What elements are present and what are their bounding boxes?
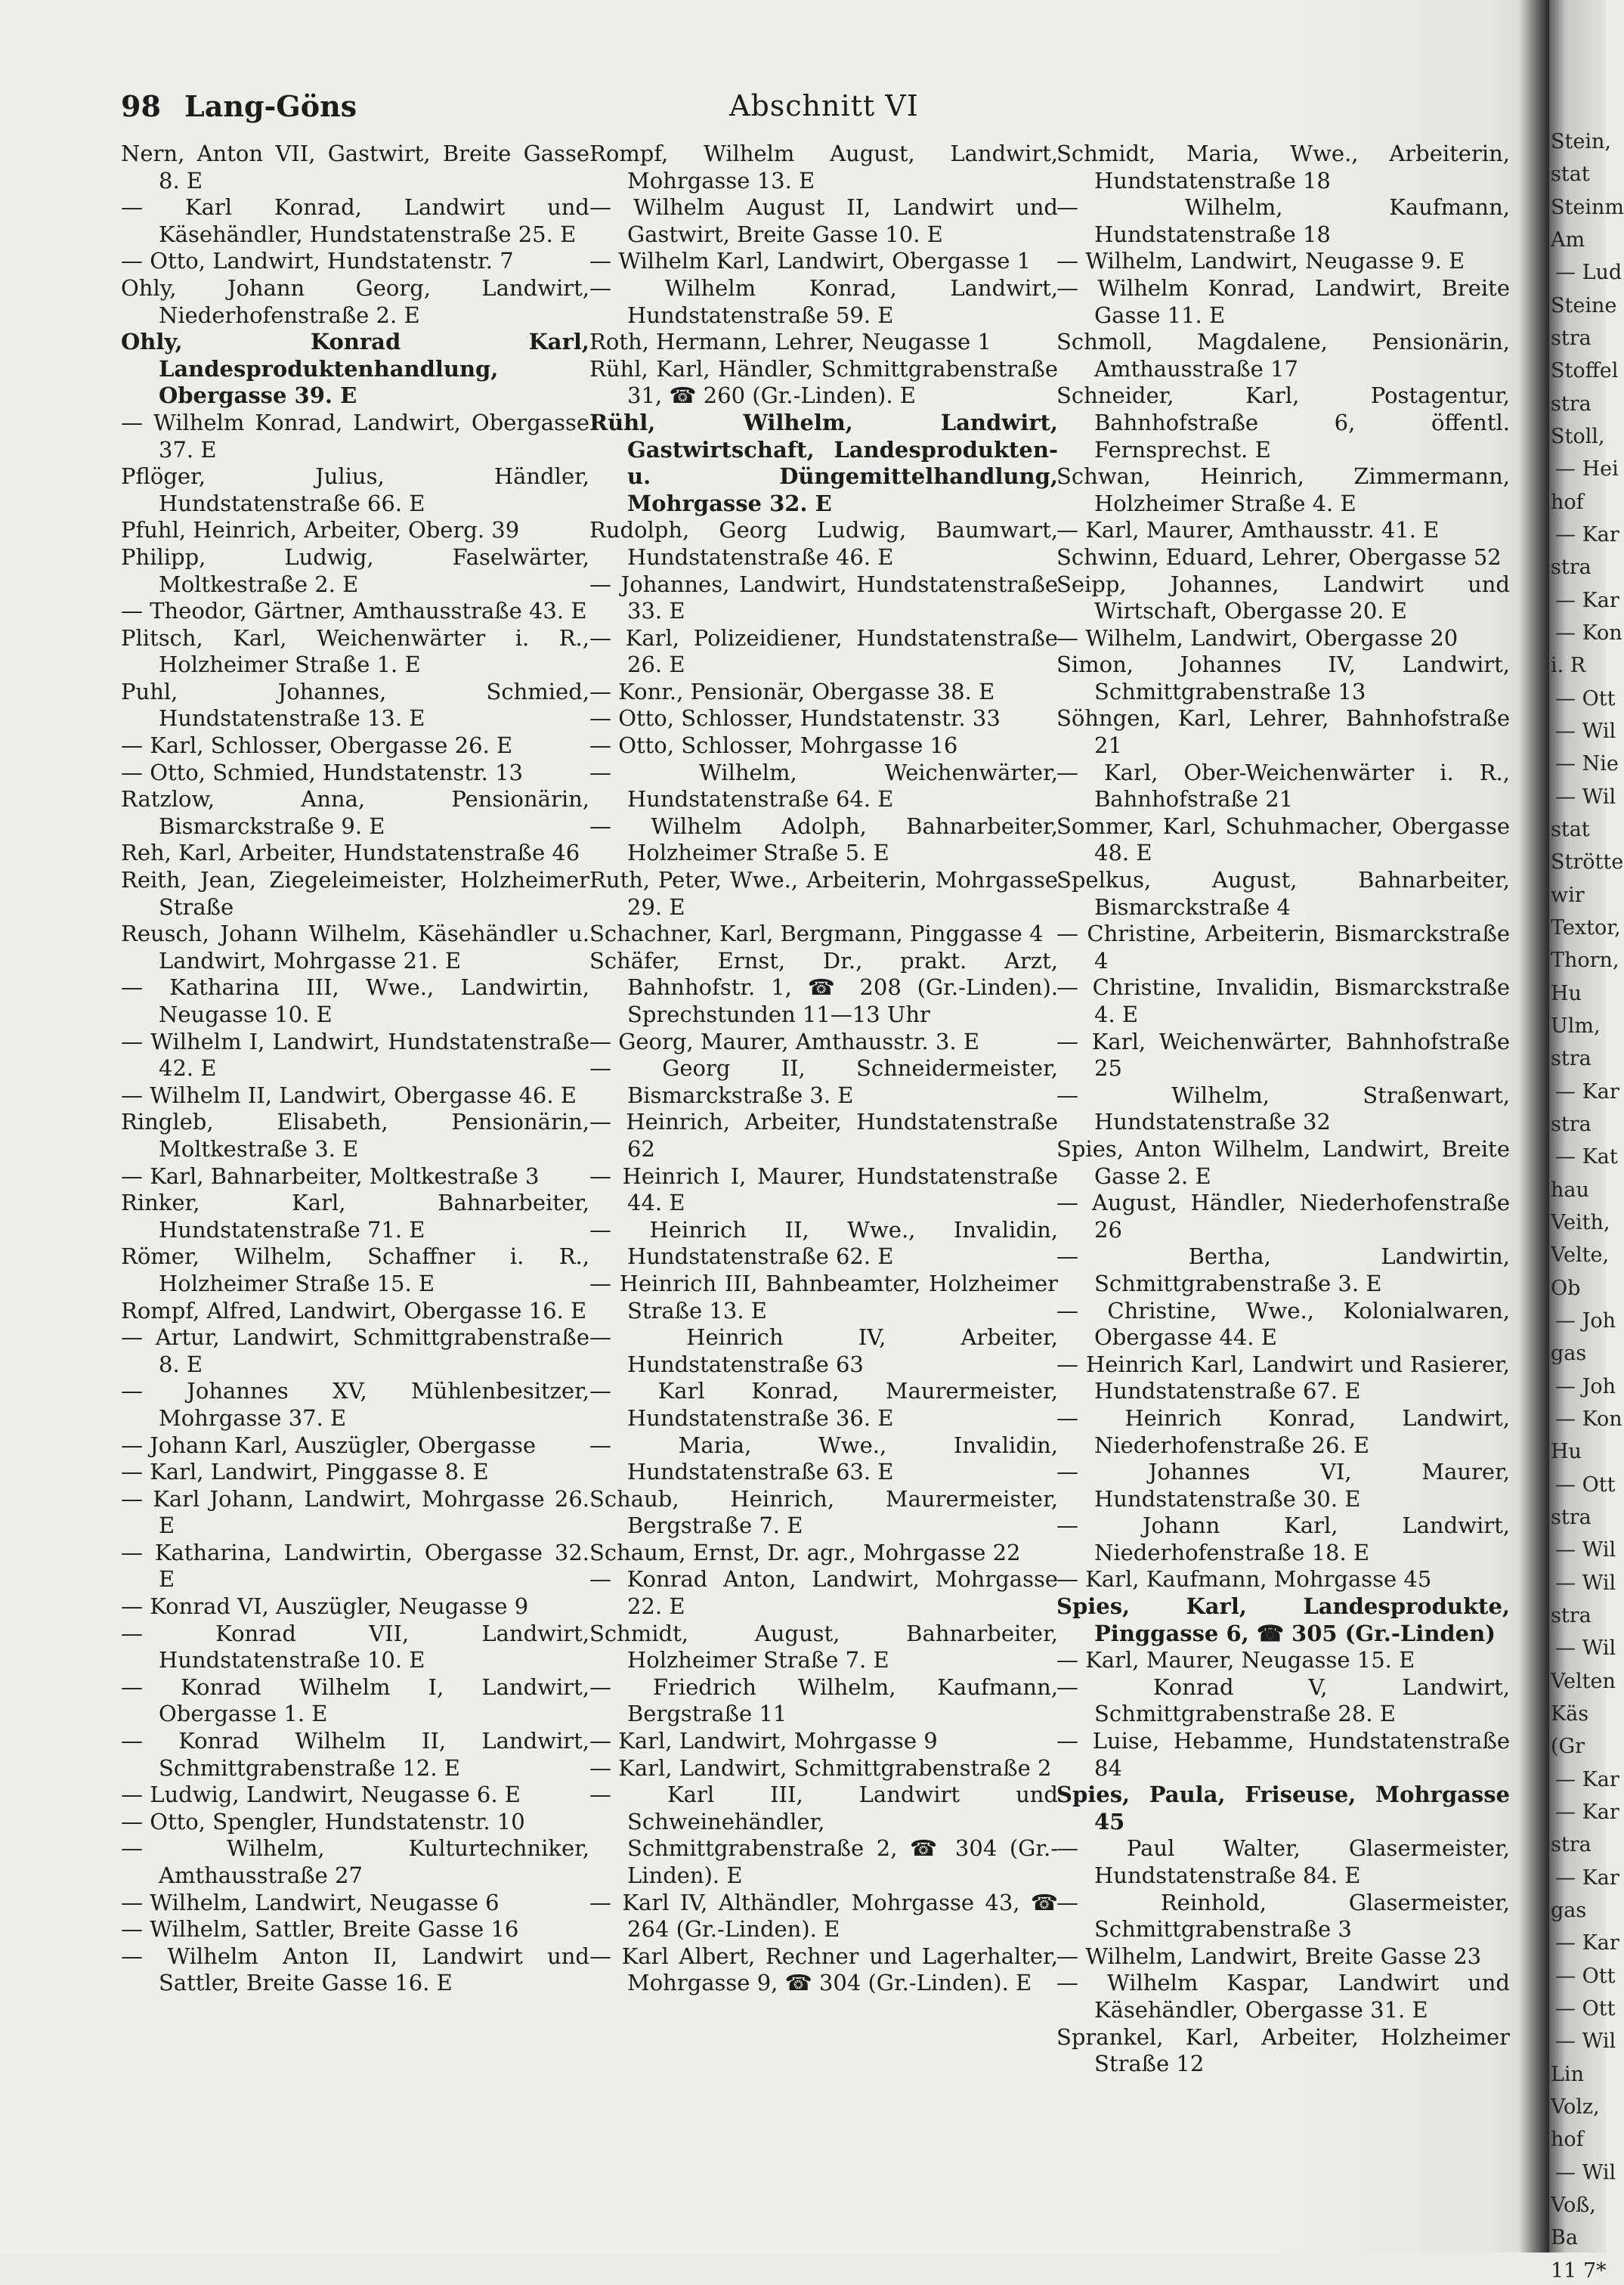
directory-entry: Rudolph, Georg Ludwig, Baumwart, Hundstatenstraße 46. E [589, 517, 1058, 570]
directory-entry: — Heinrich, Arbeiter, Hundstatenstraße 62 [589, 1109, 1058, 1162]
next-page-fragment: — Nie [1555, 752, 1619, 776]
directory-entry: Reh, Karl, Arbeiter, Hundstatenstraße 46 [121, 840, 580, 866]
next-page-fragment: wir [1551, 884, 1585, 907]
directory-entry: — August, Händler, Niederhofenstraße 26 [1056, 1190, 1510, 1243]
next-page-fragment: — Wil [1555, 1538, 1616, 1562]
next-page-fragment: — Kar [1555, 1931, 1619, 1955]
directory-entry: Spies, Karl, Landesprodukte, Pinggasse 6, ☎ 305 (Gr.-Linden) [1056, 1593, 1510, 1646]
directory-entry: Pfuhl, Heinrich, Arbeiter, Oberg. 39 [121, 517, 520, 543]
next-page-fragment: — Lud [1555, 261, 1622, 284]
next-page-fragment: — Wil [1555, 1571, 1616, 1595]
next-page-fragment: Lin [1551, 2063, 1584, 2086]
directory-entry: — Friedrich Wilhelm, Kaufmann, Bergstraße 11 [589, 1673, 1058, 1727]
next-page-fragment: Velten [1551, 1670, 1616, 1693]
directory-entry: — Karl Albert, Rechner und Lagerhalter, Mohrgasse 9, ☎ 304 (Gr.-Linden). E [589, 1943, 1058, 1996]
directory-entry: — Konrad VII, Landwirt, Hundstatenstraße 10. E [121, 1620, 589, 1673]
directory-entry: Schäfer, Ernst, Dr., prakt. Arzt, Bahnhofstr. 1, ☎ 208 (Gr.-Linden). Sprechstunden 11—13 Uhr [589, 947, 1058, 1027]
next-page-fragment: — Ott [1555, 687, 1616, 711]
directory-entry: Philipp, Ludwig, Faselwärter, Moltkestraße 2. E [121, 543, 589, 597]
next-page-fragment: stat [1551, 163, 1590, 186]
next-page-fragment: Voß, [1551, 2194, 1596, 2217]
directory-entry: — Bertha, Landwirtin, Schmittgrabenstraße 3. E [1056, 1243, 1510, 1296]
directory-entry: Plitsch, Karl, Weichenwärter i. R., Holzheimer Straße 1. E [121, 624, 589, 678]
directory-entry: Spies, Paula, Friseuse, Mohrgasse 45 [1056, 1782, 1510, 1835]
directory-entry: — Wilhelm, Sattler, Breite Gasse 16 [121, 1916, 519, 1943]
directory-entry: — Katharina, Landwirtin, Obergasse 32. E [121, 1539, 589, 1593]
next-page-fragment: stra [1551, 1506, 1592, 1529]
directory-entry: Schaub, Heinrich, Maurermeister, Bergstraße 7. E [589, 1485, 1058, 1539]
next-page-fragment: stra [1551, 1833, 1592, 1856]
place-heading: Lang-Göns [184, 89, 357, 123]
next-page-fragment: stra [1551, 327, 1592, 350]
next-page-fragment: — Joh [1555, 1375, 1616, 1398]
next-page-fragment: Ba [1551, 2226, 1578, 2249]
next-page-fragment: Ob [1551, 1277, 1581, 1300]
directory-entry: — Wilhelm, Weichenwärter, Hundstatenstraße 64. E [589, 759, 1058, 813]
directory-entry: — Otto, Schlosser, Hundstatenstr. 33 [589, 705, 1001, 732]
directory-entry: — Wilhelm I, Landwirt, Hundstatenstraße 42. E [121, 1028, 589, 1082]
page-number: 98 [121, 89, 161, 123]
next-page-fragment: — Wil [1555, 785, 1616, 809]
next-page-fragment: Volz, [1551, 2095, 1600, 2119]
directory-entry: Schmoll, Magdalene, Pensionärin, Amthausstraße 17 [1056, 329, 1510, 382]
directory-entry: Rompf, Wilhelm August, Landwirt, Mohrgasse 13. E [589, 141, 1058, 194]
directory-entry: Söhngen, Karl, Lehrer, Bahnhofstraße 21 [1056, 705, 1510, 759]
directory-entry: — Karl, Bahnarbeiter, Moltkestraße 3 [121, 1163, 540, 1189]
next-page-fragment: — Wil [1555, 1636, 1616, 1660]
next-page-fragment: Käs [1551, 1702, 1589, 1726]
directory-entry: — Georg II, Schneidermeister, Bismarckstraße 3. E [589, 1055, 1058, 1108]
next-page-fragment: hof [1551, 491, 1584, 514]
directory-entry: — Karl, Weichenwärter, Bahnhofstraße 25 [1056, 1028, 1510, 1082]
next-page-fragment: Stoffel [1551, 359, 1619, 382]
directory-entry: — Wilhelm Konrad, Landwirt, Hundstatenstraße 59. E [589, 274, 1058, 328]
directory-entry: — Karl, Maurer, Amthausstr. 41. E [1056, 517, 1440, 543]
directory-entry: — Konr., Pensionär, Obergasse 38. E [589, 678, 995, 704]
next-page-fragment: Strötte [1551, 850, 1624, 874]
directory-entry: Rompf, Alfred, Landwirt, Obergasse 16. E [121, 1297, 587, 1324]
directory-entry: Sommer, Karl, Schuhmacher, Obergasse 48. E [1056, 813, 1510, 866]
section-heading: Abschnitt VI [729, 89, 919, 122]
directory-entry: — Karl, Ober-Weichenwärter i. R., Bahnhofstraße 21 [1056, 759, 1510, 813]
directory-entry: — Artur, Landwirt, Schmittgrabenstraße 8. E [121, 1324, 589, 1377]
directory-entry: Ohly, Konrad Karl, Landesproduktenhandlung, Obergasse 39. E [121, 329, 589, 409]
next-page-fragment: — Ott [1555, 1473, 1616, 1497]
directory-entry: — Konrad Wilhelm I, Landwirt, Obergasse 1. E [121, 1673, 589, 1727]
directory-entry: Reith, Jean, Ziegeleimeister, Holzheimer Straße [121, 867, 589, 920]
next-page-fragment: — Ott [1555, 1997, 1616, 2020]
next-page-fragment: i. R [1551, 654, 1586, 677]
directory-entry: Simon, Johannes IV, Landwirt, Schmittgrabenstraße 13 [1056, 652, 1510, 704]
directory-entry: — Karl, Schlosser, Obergasse 26. E [121, 732, 513, 759]
next-page-fragment: gas [1551, 1342, 1587, 1365]
directory-entry: — Otto, Schlosser, Mohrgasse 16 [589, 732, 958, 759]
directory-entry: — Karl Konrad, Maurermeister, Hundstatenstraße 36. E [589, 1378, 1058, 1431]
directory-column-1 [121, 141, 589, 1997]
directory-entry: — Christine, Arbeiterin, Bismarckstraße 4 [1056, 921, 1510, 974]
directory-column-3 [1056, 141, 1510, 2078]
directory-entry: — Konrad Wilhelm II, Landwirt, Schmittgrabenstraße 12. E [121, 1728, 589, 1781]
next-page-fragment: hau [1551, 1178, 1589, 1202]
directory-entry: — Johannes, Landwirt, Hundstatenstraße 33. E [589, 571, 1058, 624]
next-page-fragment: Velte, [1551, 1243, 1610, 1267]
next-page-fragment: stra [1551, 556, 1592, 579]
directory-entry: Schmidt, August, Bahnarbeiter, Holzheimer Straße 7. E [589, 1620, 1058, 1673]
directory-entry: — Karl, Maurer, Neugasse 15. E [1056, 1647, 1415, 1673]
next-page-fragment: gas [1551, 1899, 1587, 1922]
directory-entry: Roth, Hermann, Lehrer, Neugasse 1 [589, 329, 991, 355]
next-page-fragment: stra [1551, 1113, 1592, 1136]
next-page-fragment: Thorn, [1551, 949, 1619, 972]
directory-entry: — Heinrich I, Maurer, Hundstatenstraße 44. E [589, 1163, 1058, 1216]
directory-entry: — Reinhold, Glasermeister, Schmittgrabenstraße 3 [1056, 1889, 1510, 1943]
book-gutter [1519, 0, 1549, 2252]
directory-entry: — Karl Konrad, Landwirt und Käsehändler, Hundstatenstraße 25. E [121, 194, 589, 247]
next-page-fragment: Steinm [1551, 196, 1624, 219]
next-page-fragment: — Kon [1555, 1407, 1622, 1431]
directory-entry: Schwinn, Eduard, Lehrer, Obergasse 52 [1056, 543, 1502, 570]
directory-entry: — Wilhelm Kaspar, Landwirt und Käsehändler, Obergasse 31. E [1056, 1970, 1510, 2023]
directory-entry: — Karl, Landwirt, Mohrgasse 9 [589, 1728, 938, 1754]
directory-entry: — Konrad VI, Auszügler, Neugasse 9 [121, 1593, 529, 1620]
directory-entry: Schaum, Ernst, Dr. agr., Mohrgasse 22 [589, 1539, 1021, 1565]
directory-entry: — Wilhelm II, Landwirt, Obergasse 46. E [121, 1082, 577, 1108]
directory-entry: Reusch, Johann Wilhelm, Käsehändler u. Landwirt, Mohrgasse 21. E [121, 921, 589, 974]
directory-entry: Nern, Anton VII, Gastwirt, Breite Gasse 8. E [121, 141, 589, 194]
next-page-fragment: — Kat [1555, 1145, 1618, 1169]
directory-entry: Schmidt, Maria, Wwe., Arbeiterin, Hundstatenstraße 18 [1056, 141, 1510, 194]
directory-entry: — Heinrich Konrad, Landwirt, Niederhofenstraße 26. E [1056, 1404, 1510, 1458]
directory-entry: — Karl, Kaufmann, Mohrgasse 45 [1056, 1566, 1432, 1593]
next-page-fragment: — Joh [1555, 1309, 1616, 1333]
next-page-fragment: Textor, [1551, 916, 1621, 940]
directory-entry: — Christine, Wwe., Kolonialwaren, Obergasse 44. E [1056, 1297, 1510, 1351]
directory-entry: — Paul Walter, Glasermeister, Hundstatenstraße 84. E [1056, 1835, 1510, 1888]
directory-entry: — Wilhelm, Kaufmann, Hundstatenstraße 18 [1056, 194, 1510, 247]
next-page-fragment: Veith, [1551, 1211, 1610, 1234]
next-page-fragment: — Wil [1555, 720, 1616, 743]
directory-entry: — Karl, Polizeidiener, Hundstatenstraße 26. E [589, 624, 1058, 678]
next-page-fragment: Hu [1551, 982, 1582, 1005]
directory-entry: — Johann Karl, Auszügler, Obergasse [121, 1432, 537, 1458]
directory-entry: — Karl Johann, Landwirt, Mohrgasse 26. E [121, 1485, 589, 1539]
next-page-fragment: Steine [1551, 294, 1617, 317]
next-page-fragment: — Kar [1555, 1768, 1619, 1791]
directory-entry: Römer, Wilhelm, Schaffner i. R., Holzheimer Straße 15. E [121, 1243, 589, 1296]
next-page-fragment: — Kar [1555, 1866, 1619, 1890]
directory-entry: — Karl III, Landwirt und Schweinehändler, Schmittgrabenstraße 2, ☎ 304 (Gr.-Linden). E [589, 1782, 1058, 1888]
next-page-fragment: Hu [1551, 1440, 1582, 1463]
directory-entry: — Johannes VI, Maurer, Hundstatenstraße 30. E [1056, 1459, 1510, 1512]
directory-entry: — Johannes XV, Mühlenbesitzer, Mohrgasse 37. E [121, 1378, 589, 1431]
directory-entry: Pflöger, Julius, Händler, Hundstatenstraße 66. E [121, 463, 589, 516]
directory-entry: — Konrad Anton, Landwirt, Mohrgasse 22. E [589, 1566, 1058, 1620]
directory-entry: — Georg, Maurer, Amthausstr. 3. E [589, 1028, 979, 1054]
next-page-fragment: — Kar [1555, 1800, 1619, 1824]
directory-entry: — Wilhelm Konrad, Landwirt, Obergasse 37. E [121, 409, 589, 463]
directory-entry: — Luise, Hebamme, Hundstatenstraße 84 [1056, 1728, 1510, 1781]
next-page-fragment: Ulm, [1551, 1014, 1601, 1038]
directory-entry: — Wilhelm, Landwirt, Neugasse 9. E [1056, 248, 1465, 274]
directory-entry: Schachner, Karl, Bergmann, Pinggasse 4 [589, 921, 1044, 947]
directory-entry: Rinker, Karl, Bahnarbeiter, Hundstatenstraße 71. E [121, 1190, 589, 1243]
directory-entry: — Heinrich IV, Arbeiter, Hundstatenstraße 63 [589, 1324, 1058, 1377]
directory-entry: Rühl, Karl, Händler, Schmittgrabenstraße 31, ☎ 260 (Gr.-Linden). E [589, 355, 1058, 409]
directory-entry: — Wilhelm, Landwirt, Obergasse 20 [1056, 624, 1459, 651]
directory-entry: Rühl, Wilhelm, Landwirt, Gastwirtschaft, Landesprodukten- u. Düngemittelhandlung, Mohrgasse 32. E [589, 409, 1058, 516]
directory-entry: — Christine, Invalidin, Bismarckstraße 4. E [1056, 974, 1510, 1027]
next-page-fragment: Stein, [1551, 130, 1611, 153]
directory-entry: — Theodor, Gärtner, Amthausstraße 43. E [121, 598, 587, 624]
next-page-fragment: Stoll, [1551, 425, 1605, 448]
next-page-fragment: — Wil [1555, 2030, 1616, 2053]
directory-entry: — Maria, Wwe., Invalidin, Hundstatenstraße 63. E [589, 1432, 1058, 1485]
next-page-fragment: stat [1551, 818, 1590, 841]
directory-entry: — Wilhelm, Landwirt, Breite Gasse 23 [1056, 1943, 1482, 1969]
directory-entry: Schneider, Karl, Postagentur, Bahnhofstraße 6, öffentl. Fernsprechst. E [1056, 382, 1510, 463]
directory-entry: Puhl, Johannes, Schmied, Hundstatenstraße 13. E [121, 678, 589, 732]
directory-entry: — Otto, Spengler, Hundstatenstr. 10 [121, 1808, 525, 1835]
directory-entry: — Wilhelm Karl, Landwirt, Obergasse 1 [589, 248, 1032, 274]
next-page-fragment: Am [1551, 228, 1585, 252]
directory-entry: — Johann Karl, Landwirt, Niederhofenstraße 18. E [1056, 1512, 1510, 1565]
directory-entry: — Wilhelm, Landwirt, Neugasse 6 [121, 1889, 500, 1915]
next-page-fragment: hof [1551, 2128, 1584, 2151]
directory-entry: — Katharina III, Wwe., Landwirtin, Neugasse 10. E [121, 974, 589, 1027]
next-page-fragment: — Hei [1555, 457, 1619, 481]
directory-entry: — Karl IV, Althändler, Mohrgasse 43, ☎ 264 (Gr.-Linden). E [589, 1889, 1058, 1943]
directory-entry: Seipp, Johannes, Landwirt und Wirtschaft, Obergasse 20. E [1056, 571, 1510, 624]
directory-entry: — Karl, Landwirt, Schmittgrabenstraße 2 [589, 1754, 1052, 1781]
directory-entry: — Konrad V, Landwirt, Schmittgrabenstraße 28. E [1056, 1673, 1510, 1727]
directory-entry: — Wilhelm Konrad, Landwirt, Breite Gasse 11. E [1056, 274, 1510, 328]
next-page-fragment: (Gr [1551, 1735, 1585, 1758]
directory-entry: Ohly, Johann Georg, Landwirt, Niederhofenstraße 2. E [121, 274, 589, 328]
directory-entry: — Wilhelm Adolph, Bahnarbeiter, Holzheimer Straße 5. E [589, 813, 1058, 866]
directory-entry: — Heinrich II, Wwe., Invalidin, Hundstatenstraße 62. E [589, 1216, 1058, 1270]
directory-entry: — Otto, Schmied, Hundstatenstr. 13 [121, 759, 523, 785]
directory-entry: Ruth, Peter, Wwe., Arbeiterin, Mohrgasse 29. E [589, 867, 1058, 920]
directory-entry: Spelkus, August, Bahnarbeiter, Bismarckstraße 4 [1056, 867, 1510, 920]
directory-entry: Ringleb, Elisabeth, Pensionärin, Moltkestraße 3. E [121, 1109, 589, 1162]
directory-entry: Sprankel, Karl, Arbeiter, Holzheimer Straße 12 [1056, 2023, 1510, 2077]
directory-column-2 [589, 141, 1058, 1997]
next-page-fragment: — Kar [1555, 1080, 1619, 1104]
directory-entry: — Otto, Landwirt, Hundstatenstr. 7 [121, 248, 514, 274]
directory-entry: — Wilhelm August II, Landwirt und Gastwirt, Breite Gasse 10. E [589, 194, 1058, 247]
next-page-fragment: stra [1551, 1604, 1592, 1627]
next-page-fragment: 11 7* [1551, 2259, 1607, 2283]
directory-entry: Spies, Anton Wilhelm, Landwirt, Breite Gasse 2. E [1056, 1135, 1510, 1189]
directory-entry: — Wilhelm, Kulturtechniker, Amthausstraße 27 [121, 1835, 589, 1888]
directory-entry: — Wilhelm, Straßenwart, Hundstatenstraße 32 [1056, 1082, 1510, 1135]
next-page-fragment: stra [1551, 1047, 1592, 1070]
directory-entry: — Heinrich III, Bahnbeamter, Holzheimer Straße 13. E [589, 1270, 1058, 1324]
next-page-fragment: — Kar [1555, 523, 1619, 546]
next-page-fragment: — Kar [1555, 589, 1619, 612]
directory-entry: Ratzlow, Anna, Pensionärin, Bismarckstraße 9. E [121, 786, 589, 839]
directory-entry: — Karl, Landwirt, Pinggasse 8. E [121, 1459, 489, 1485]
directory-entry: — Wilhelm Anton II, Landwirt und Sattler, Breite Gasse 16. E [121, 1943, 589, 1996]
next-page-edge [1549, 0, 1624, 2283]
next-page-fragment: — Ott [1555, 1965, 1616, 1988]
next-page-fragment: — Wil [1555, 2161, 1616, 2184]
directory-entry: — Heinrich Karl, Landwirt und Rasierer, Hundstatenstraße 67. E [1056, 1351, 1510, 1404]
next-page-fragment: — Kon [1555, 621, 1622, 645]
directory-entry: Schwan, Heinrich, Zimmermann, Holzheimer Straße 4. E [1056, 463, 1510, 516]
next-page-fragment: stra [1551, 392, 1592, 416]
directory-entry: — Ludwig, Landwirt, Neugasse 6. E [121, 1782, 521, 1808]
